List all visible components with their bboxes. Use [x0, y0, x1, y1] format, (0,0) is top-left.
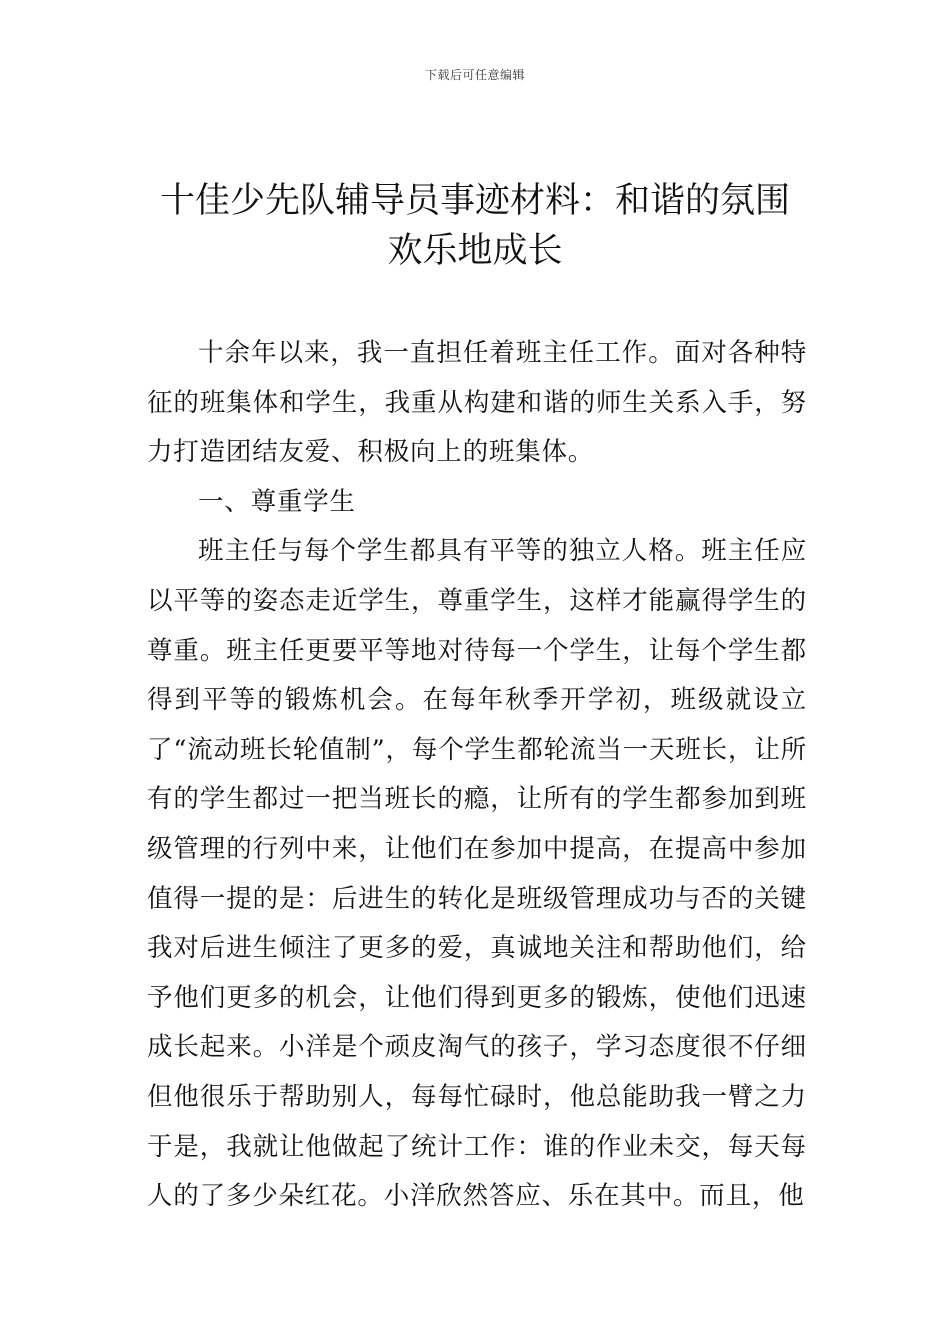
document-body [147, 329, 807, 1222]
header-note: 下载后可任意编辑 [424, 68, 525, 82]
document-title [120, 176, 830, 276]
title-line-2: 欢乐地成长 [387, 231, 563, 271]
section-heading: 一、尊重学生 [198, 486, 356, 517]
intro-paragraph: 十余年以来，我一直担任着班主任工作。面对各种特征的班集体和学生，我重从构建和谐的师生关系入手，努力打造团结友爱、积极向上的班集体。 [147, 338, 807, 468]
body-paragraph: 班主任与每个学生都具有平等的独立人格。班主任应以平等的姿态走近学生，尊重学生，这样才能赢得学生的尊重。班主任更要平等地对待每一个学生，让每个学生都得到平等的锻炼机会。在每年秋季开学初，班级就设立了“流动班长轮值制”，每个学生都轮流当一天班长，让所有的学生都过一把当班长的瘾，让所有的学生都参加到班级管理的行列中来，让他们在参加中提高，在提高中参加值得一提的是：后进生的转化是班级管理成功与否的关键我对后进生倾注了更多的爱，真诚地关注和帮助他们，给予他们更多的机会，让他们得到更多的锻炼，使他们迅速成长起来。小洋是个顽皮淘气的孩子，学习态度很不仔细但他很乐于帮助别人，每每忙碌时，他总能助我一臂之力于是，我就让他做起了统计工作：谁的作业未交，每天每人的了多少朵红花。小洋欣然答应、乐在其中。而且，他 [147, 536, 807, 1212]
title-line-1: 十佳少先队辅导员事迹材料：和谐的氛围 [159, 181, 790, 221]
